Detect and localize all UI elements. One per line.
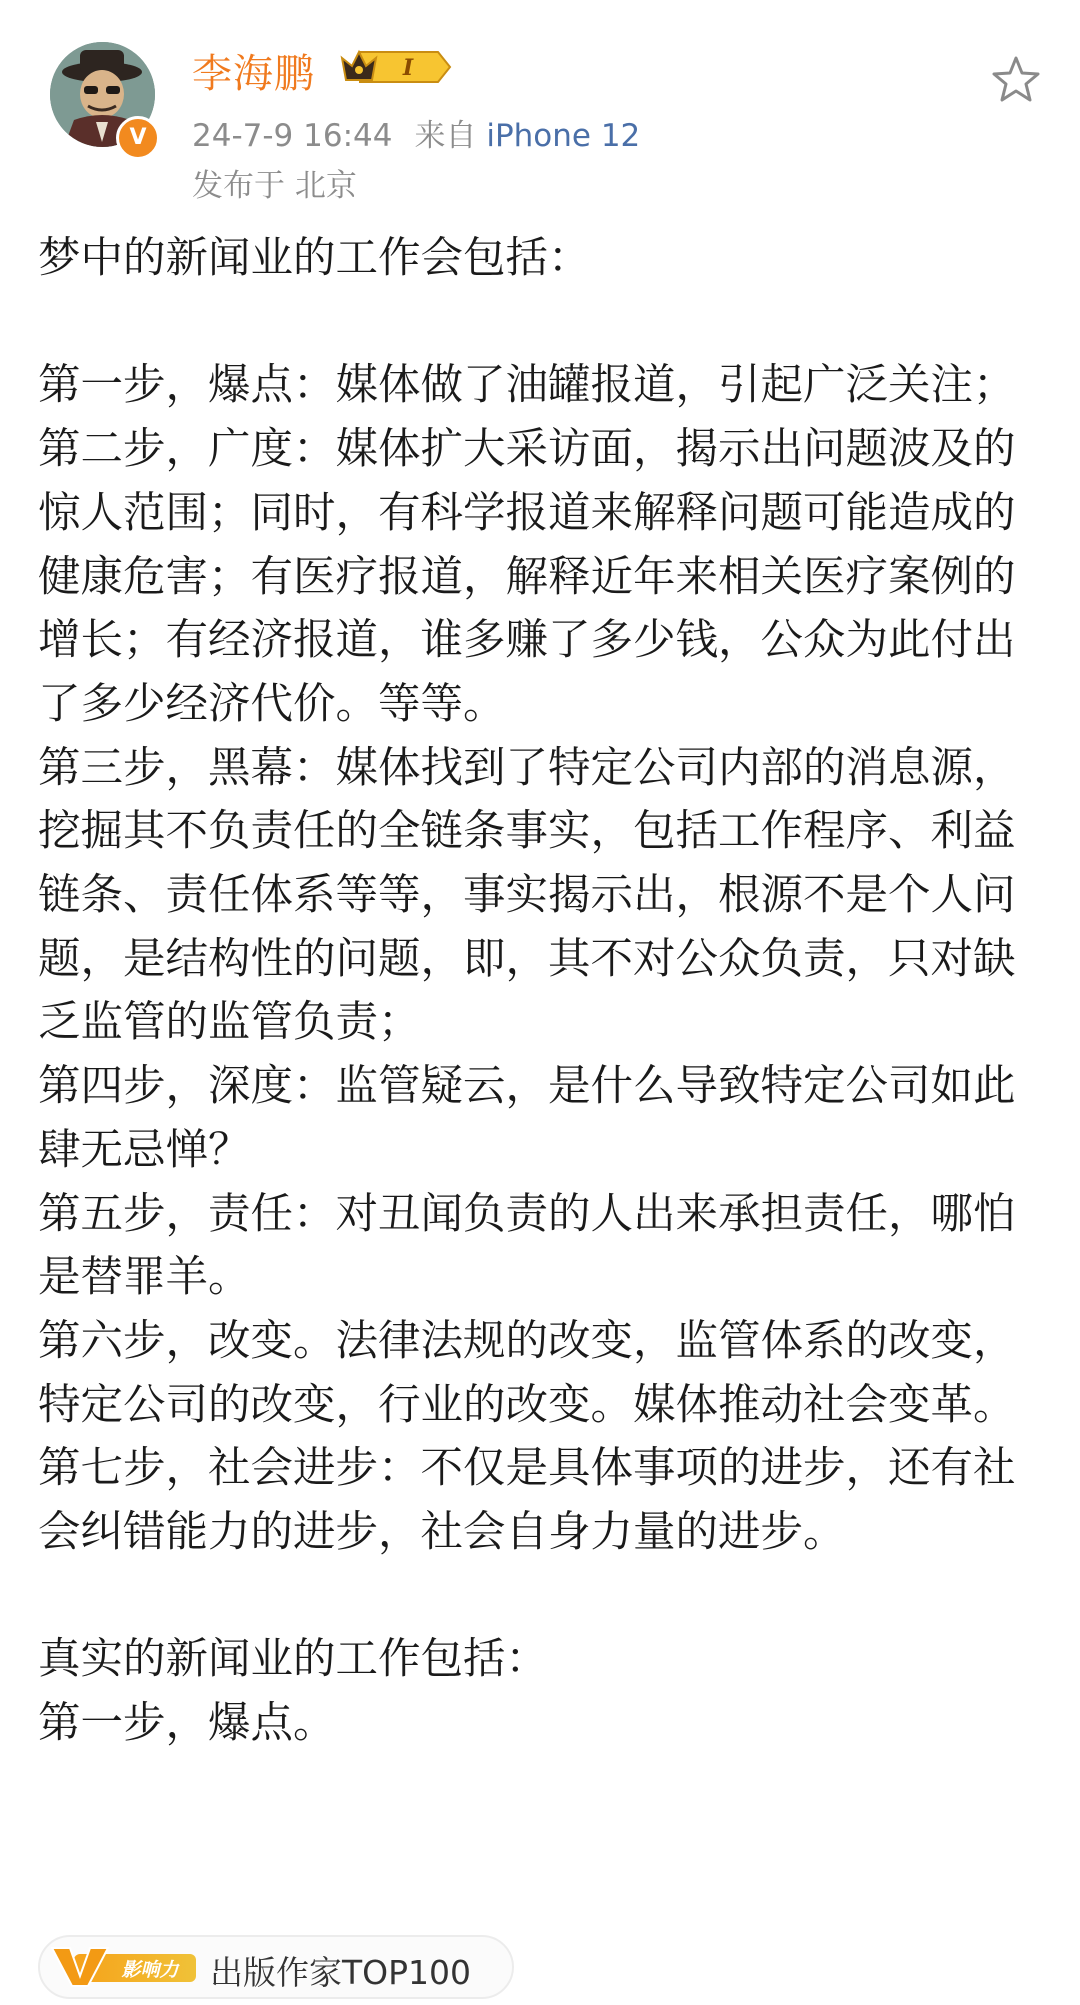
post-body (38, 227, 1048, 1756)
verified-v-icon: V (116, 116, 160, 160)
v-influence-badge-icon (50, 1946, 200, 1988)
body-line: 第一步，爆点：媒体做了油罐报道，引起广泛关注； (38, 361, 1016, 411)
body-line: 梦中的新闻业的工作会包括： (38, 234, 591, 283)
crown-level-badge-icon[interactable] (338, 46, 454, 88)
body-line: 第二步，广度：媒体扩大采访面，揭示出问题波及的惊人范围；同时，有科学报道来解释问题可能造成的健康危害；有医疗报道，解释近年来相关医疗案例的增长；有经济报道，谁多赚了多少钱，公众为此付出了多少经济代价。等等。 (38, 425, 1016, 729)
body-blank-line (38, 1565, 1048, 1629)
post-header (0, 0, 1080, 204)
body-line: 第三步，黑幕：媒体找到了特定公司内部的消息源，挖掘其不负责任的全链条事实，包括工作程序、利益链条、责任体系等等，事实揭示出，根源不是个人问题，是结构性的问题，即，其不对公众负责，只对缺乏监管的监管负责； (38, 743, 1016, 1048)
influence-tag[interactable] (38, 1935, 514, 1999)
body-line: 第五步，责任：对丑闻负责的人出来承担责任，哪怕是替罪羊。 (38, 1189, 1016, 1303)
post-date: 24-7-9 16:44 (192, 118, 393, 154)
level-text: I (402, 55, 414, 81)
device-link[interactable]: iPhone 12 (486, 118, 641, 154)
post-location: 发布于 北京 (192, 168, 357, 204)
star-outline-icon (988, 52, 1044, 108)
post-meta (192, 110, 640, 155)
body-line: 第七步，社会进步：不仅是具体事项的进步，还有社会纠错能力的进步，社会自身力量的进步。 (38, 1444, 1016, 1558)
body-line: 第六步，改变。法律法规的改变，监管体系的改变，特定公司的改变，行业的改变。媒体推动社会变革。 (38, 1316, 1016, 1430)
body-line: 第一步，爆点。 (38, 1699, 336, 1749)
body-blank-line (38, 291, 1048, 355)
author-name[interactable]: 李海鹏 (192, 51, 315, 97)
badge-text: 影响力 (121, 1959, 179, 1981)
favorite-button[interactable] (988, 52, 1044, 108)
source-prefix: 来自 (414, 118, 477, 154)
body-line: 真实的新闻业的工作包括： (38, 1635, 549, 1685)
tag-label: 出版作家TOP100 (210, 1953, 472, 1992)
body-line: 第四步，深度：监管疑云，是什么导致特定公司如此肆无忌惮？ (38, 1062, 1016, 1175)
